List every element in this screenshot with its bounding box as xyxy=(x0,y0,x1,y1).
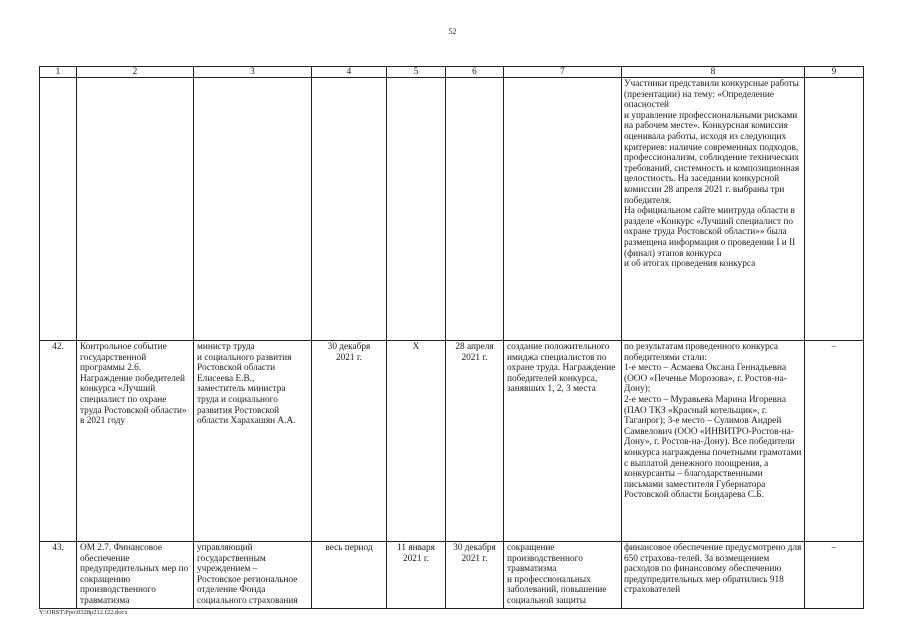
responsible-cell: министр труда и социального развития Ростовской области Елисеева Е.В., заместитель министра труда и социального развития Ростовской области Харахашян А.А. xyxy=(194,341,312,542)
result-text-cell: Участники представили конкурсные работы (презентации) на тему: «Определение опасностей и управление профессиональными рисками на рабочем месте». Конкурсная комиссия оценивала работы, исходя из следующих критериев: наличие современных подходов, профессионализм, соблюдение технических требований, системность и композиционная целостность. На заседании конкурсной комиссии 28 апреля 2021 г. выбраны три победителя. На официальном сайте минтруда области в разделе «Конкурс «Лучший специалист по охране труда Ростовской области»» была размещена информация о проведении I и II (финал) этапов конкурса и об итогах проведения конкурса xyxy=(622,78,805,341)
expected-result-cell: создание положительного имиджа специалистов по охране труда. Награждение победителей конкурса, занявших 1, 2, 3 места xyxy=(504,341,622,542)
table-row xyxy=(40,341,864,542)
table-header-row xyxy=(40,67,864,78)
start-date-cell: X xyxy=(387,341,446,542)
expected-result-cell: сокращение производственного травматизма и профессиональных заболеваний, повышение социальной защиты xyxy=(504,542,622,609)
notes-cell: – xyxy=(805,542,864,609)
planned-date-cell: весь период xyxy=(312,542,387,609)
table-cell xyxy=(77,78,194,341)
column-header: 1 xyxy=(40,67,77,78)
end-date-cell: 28 апреля 2021 г. xyxy=(446,341,504,542)
table-cell xyxy=(312,78,387,341)
planned-date-cell: 30 декабря 2021 г. xyxy=(312,341,387,542)
column-header: 7 xyxy=(504,67,622,78)
column-header: 2 xyxy=(77,67,194,78)
table-cell xyxy=(446,78,504,341)
event-name-cell: Контрольное событие государственной программы 2.6. Награждение победителей конкурса «Лучший специалист по охране труда Ростовской области» в 2021 году xyxy=(77,341,194,542)
row-number: 43. xyxy=(40,542,77,609)
column-header: 4 xyxy=(312,67,387,78)
end-date-cell: 30 декабря 2021 г. xyxy=(446,542,504,609)
table-row xyxy=(40,542,864,609)
table-cell xyxy=(40,78,77,341)
responsible-cell: управляющий государственным учреждением – Ростовское региональное отделение Фонда социального страхования xyxy=(194,542,312,609)
column-header: 5 xyxy=(387,67,446,78)
report-table xyxy=(39,66,864,609)
table-cell xyxy=(504,78,622,341)
table-row xyxy=(40,78,864,341)
start-date-cell: 11 января 2021 г. xyxy=(387,542,446,609)
column-header: 6 xyxy=(446,67,504,78)
notes-cell: – xyxy=(805,341,864,542)
event-name-cell: ОМ 2.7. Финансовое обеспечение предупредительных мер по сокращению производственного травматизма xyxy=(77,542,194,609)
table-cell xyxy=(805,78,864,341)
result-text-cell: по результатам проведенного конкурса победителями стали: 1-е место – Асмаева Оксана Геннадьевна (ООО «Печенье Морозова», г. Ростов-на-Дону); 2-е место – Муравьева Марина Игоревна (ПАО ТКЗ «Красный котельщик», г. Таганрог); 3-е место – Сулимов Андрей Самвелович (ООО «ИНВИТРО-Ростов-на-Дону», г. Ростов-на-Дону). Все победители конкурса награждены почетными грамотами с выплатой денежного поощрения, а конкурсанты – благодарственными письмами заместителя Губернатора Ростовской области Бондарева С.Б. xyxy=(622,341,805,542)
page-number: 52 xyxy=(448,27,457,36)
table-cell xyxy=(194,78,312,341)
table-cell xyxy=(387,78,446,341)
row-number: 42. xyxy=(40,341,77,542)
result-text-cell: финансовое обеспечение предусмотрено для 650 страхова-телей. За возмещением расходов по финансовому обеспечению предупредительных мер обратились 918 страхователей xyxy=(622,542,805,609)
column-header: 8 xyxy=(622,67,805,78)
column-header: 9 xyxy=(805,67,864,78)
file-path-footer: Y:\ORST\Ppo\0328p212.f22.docx xyxy=(39,609,128,616)
column-header: 3 xyxy=(194,67,312,78)
